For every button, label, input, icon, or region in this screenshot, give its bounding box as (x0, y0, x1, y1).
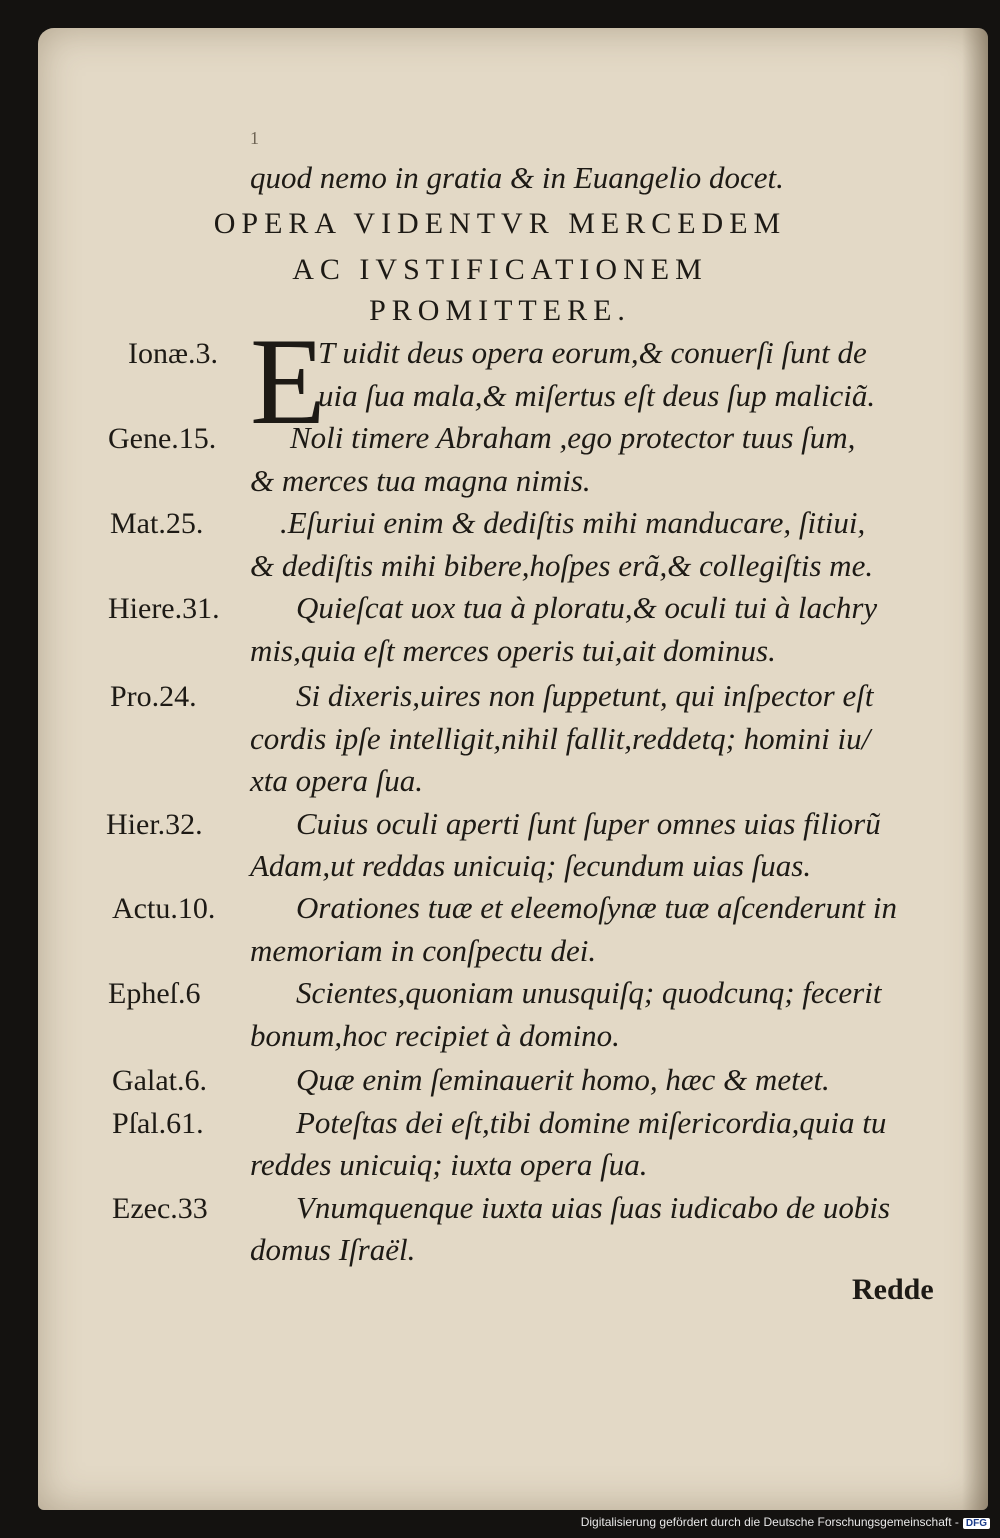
body-line: bonum,hoc recipiet à domino. (250, 1018, 620, 1053)
margin-reference: Ionæ.3. (128, 337, 218, 370)
body-line: T uidit deus opera eorum,& conuerſi ſunt de (318, 335, 867, 370)
margin-reference: Gene.15. (108, 422, 217, 455)
body-line: reddes unicuiq; iuxta opera ſua. (250, 1147, 648, 1182)
margin-reference: Hier.32. (106, 808, 203, 841)
body-line: xta opera ſua. (250, 763, 424, 798)
body-line: .Eſuriui enim & dediſtis mihi manducare, ſitiui, (280, 505, 866, 540)
body-line: & dediſtis mihi bibere,hoſpes erã,& collegiſtis me. (250, 548, 874, 583)
page-folio: 1 (250, 128, 259, 148)
title-line-2: AC IVSTIFICATIONEM (292, 253, 708, 286)
body-line: & merces tua magna nimis. (250, 463, 591, 498)
body-line: memoriam in conſpectu dei. (250, 933, 597, 968)
book-page (38, 28, 988, 1510)
title-line-1: OPERA VIDENTVR MERCEDEM (213, 207, 787, 240)
body-line: Noli timere Abraham ,ego protector tuus ſum, (290, 420, 856, 455)
header-line: quod nemo in gratia & in Euangelio docet. (250, 160, 784, 195)
body-line: uia ſua mala,& miſertus eſt deus ſup maliciã. (318, 378, 876, 413)
body-line: Cuius oculi aperti ſunt ſuper omnes uias filiorũ (296, 806, 881, 841)
digitization-credit (581, 1515, 990, 1529)
catchword: Redde (852, 1273, 934, 1306)
margin-reference: Ezec.33 (112, 1192, 208, 1225)
margin-reference: Mat.25. (110, 507, 204, 540)
margin-reference: Pſal.61. (112, 1107, 204, 1140)
margin-reference: Epheſ.6 (108, 977, 201, 1010)
body-line: Vnumquenque iuxta uias ſuas iudicabo de uobis (296, 1190, 891, 1225)
body-line: Adam,ut reddas unicuiq; ſecundum uias ſuas. (250, 848, 812, 883)
body-line: Si dixeris,uires non ſuppetunt, qui inſpector eſt (296, 678, 874, 713)
body-line: Poteſtas dei eſt,tibi domine miſericordia,quia tu (296, 1105, 887, 1140)
body-line: Quæ enim ſeminauerit homo, hæc & metet. (296, 1062, 830, 1097)
body-line: cordis ipſe intelligit,nihil fallit,reddetq; homini iu/ (250, 721, 871, 756)
dfg-logo-icon: DFG (963, 1518, 990, 1529)
title-line-3: PROMITTERE. (369, 294, 631, 327)
body-line: Quieſcat uox tua à ploratu,& oculi tui à lachry (296, 590, 878, 625)
margin-reference: Galat.6. (112, 1064, 207, 1097)
drop-cap: E (250, 313, 326, 450)
margin-reference: Pro.24. (110, 680, 197, 713)
body-line: Scientes,quoniam unusquiſq; quodcunq; fecerit (296, 975, 882, 1010)
body-line: domus Iſraël. (250, 1232, 416, 1267)
margin-reference: Actu.10. (112, 892, 216, 925)
margin-reference: Hiere.31. (108, 592, 220, 625)
body-line: mis,quia eſt merces operis tui,ait dominus. (250, 633, 776, 668)
body-line: Orationes tuæ et eleemoſynæ tuæ aſcenderunt in (296, 890, 897, 925)
credit-text: Digitalisierung gefördert durch die Deutsche Forschungsgemeinschaft - (580, 1515, 959, 1529)
